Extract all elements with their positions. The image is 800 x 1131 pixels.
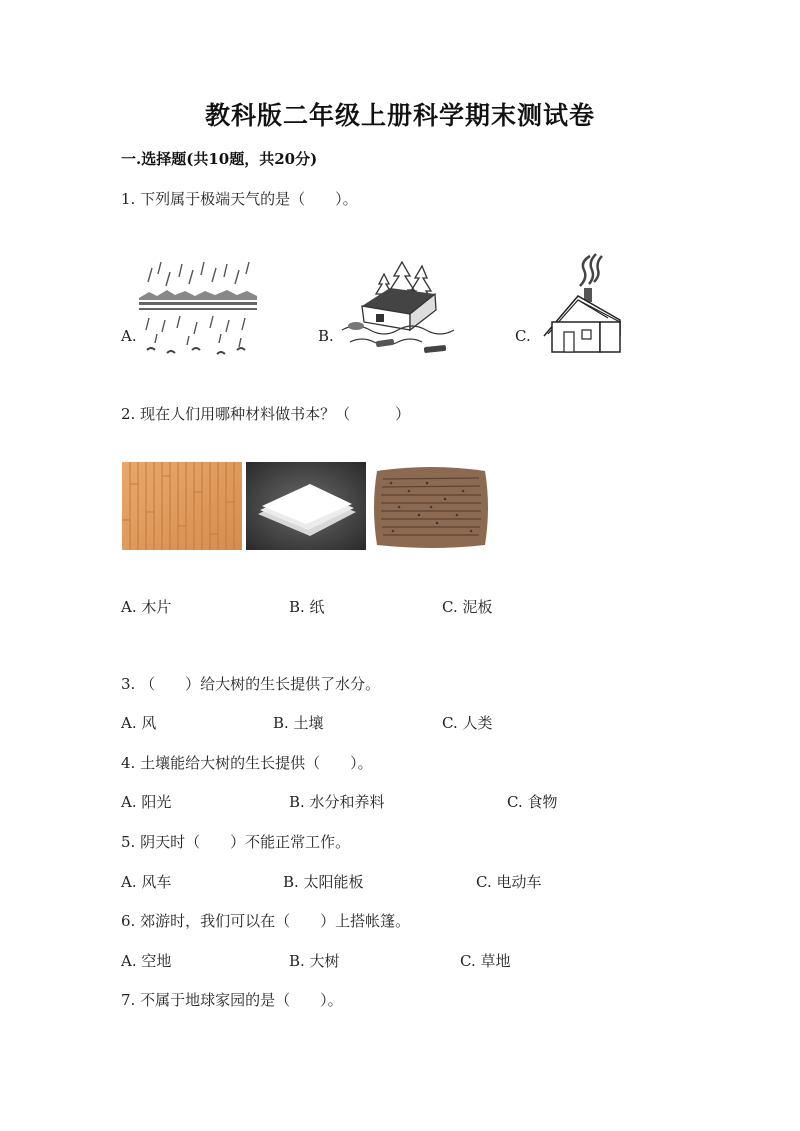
house-with-chimney-icon bbox=[540, 252, 624, 358]
q4-option-b: B. 水分和养料 bbox=[289, 793, 385, 811]
clay-tablet-image bbox=[371, 465, 491, 550]
question-6: 6. 郊游时，我们可以在（ ）上搭帐篷。 bbox=[121, 912, 411, 930]
q6-option-a: A. 空地 bbox=[121, 952, 172, 970]
q5-option-c: C. 电动车 bbox=[476, 873, 542, 891]
section-heading: 一.选择题(共10题，共20分) bbox=[121, 150, 318, 168]
q4-option-c: C. 食物 bbox=[507, 793, 558, 811]
question-5: 5. 阴天时（ ）不能正常工作。 bbox=[121, 833, 351, 851]
q1-option-a-label: A. bbox=[121, 327, 137, 345]
question-2: 2. 现在人们用哪种材料做书本？（ ） bbox=[121, 405, 411, 423]
q5-option-b: B. 太阳能板 bbox=[283, 873, 364, 891]
question-4: 4. 土壤能给大树的生长提供（ ）。 bbox=[121, 754, 373, 772]
q3-option-a: A. 风 bbox=[121, 714, 157, 732]
q2-option-c: C. 泥板 bbox=[442, 598, 493, 616]
paper-stack-image bbox=[246, 462, 366, 550]
q2-option-b: B. 纸 bbox=[289, 598, 325, 616]
q1-option-b-label: B. bbox=[318, 327, 334, 345]
q3-option-b: B. 土壤 bbox=[273, 714, 324, 732]
q2-option-a: A. 木片 bbox=[121, 598, 172, 616]
q3-option-c: C. 人类 bbox=[442, 714, 493, 732]
question-7: 7. 不属于地球家园的是（ ）。 bbox=[121, 991, 343, 1009]
q4-option-a: A. 阳光 bbox=[121, 793, 172, 811]
flooded-house-icon bbox=[340, 258, 465, 358]
question-3: 3. （ ）给大树的生长提供了水分。 bbox=[121, 675, 381, 693]
q5-option-a: A. 风车 bbox=[121, 873, 172, 891]
q1-option-c-label: C. bbox=[515, 327, 531, 345]
page-title: 教科版二年级上册科学期末测试卷 bbox=[204, 101, 595, 130]
q6-option-b: B. 大树 bbox=[289, 952, 340, 970]
wood-planks-image bbox=[122, 462, 242, 550]
heavy-rain-icon bbox=[137, 258, 259, 358]
q6-option-c: C. 草地 bbox=[460, 952, 511, 970]
question-1: 1. 下列属于极端天气的是（ ）。 bbox=[121, 190, 358, 208]
